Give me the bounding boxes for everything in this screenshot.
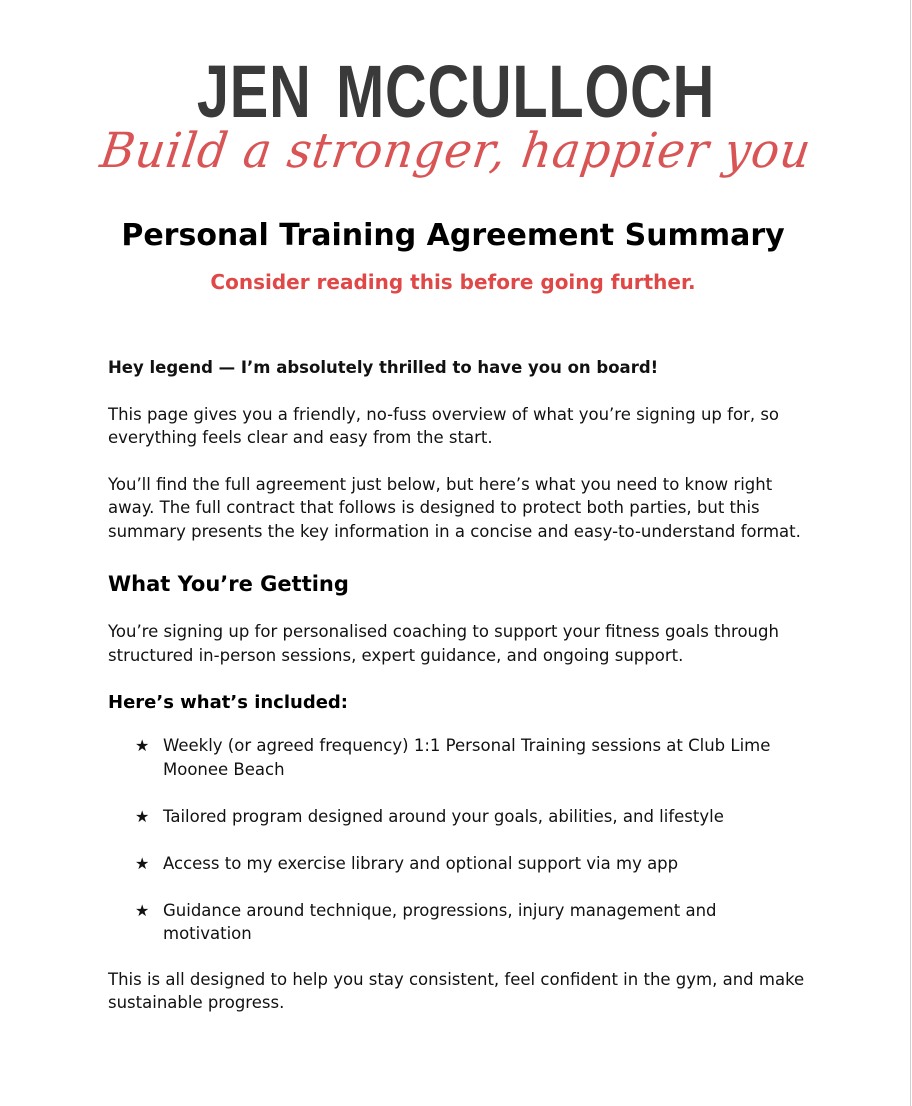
list-item: [135, 805, 808, 829]
page-subtitle: Consider reading this before going further.: [210, 270, 696, 294]
page-title: Personal Training Agreement Summary: [121, 218, 785, 253]
list-item-text: Tailored program designed around your goals, abilities, and lifestyle: [163, 806, 724, 826]
section-description: You’re signing up for personalised coaching to support your fitness goals through structured in-person sessions, expert guidance, and ongoing support.: [108, 622, 779, 665]
star-icon: ★: [135, 806, 150, 826]
list-item-text: Weekly (or agreed frequency) 1:1 Personal Training sessions at Club Lime Moonee Beach: [163, 736, 771, 779]
greeting-text: Hey legend — I’m absolutely thrilled to have you on board!: [108, 358, 659, 377]
intro-paragraph-1: This page gives you a friendly, no-fuss overview of what you’re signing up for, so everything feels clear and easy from the start.: [108, 404, 780, 447]
list-item-text: Guidance around technique, progressions, injury management and motivation: [163, 900, 717, 943]
brand-tagline: Build a stronger, happier you: [97, 121, 815, 179]
brand-name-logo: JEN MCCULLOCH: [196, 50, 716, 133]
summary-content: [108, 356, 808, 1038]
list-item-text: Access to my exercise library and optional support via my app: [163, 853, 679, 873]
intro-paragraph-2: You’ll find the full agreement just below, but here’s what you need to know right away. The full contract that follows is designed to protect both parties, but this summary presents the key information in a concise and easy-to-understand format.: [108, 474, 801, 541]
closing-paragraph: This is all designed to help you stay consistent, feel confident in the gym, and make sustainable progress.: [108, 969, 805, 1012]
page-edge-divider: [910, 0, 911, 1106]
included-heading: Here’s what’s included:: [108, 692, 349, 713]
section-heading: What You’re Getting: [108, 572, 349, 596]
star-icon: ★: [135, 900, 150, 920]
list-item: [135, 899, 808, 946]
star-icon: ★: [135, 853, 150, 873]
list-item: [135, 852, 808, 876]
list-item: [135, 734, 808, 781]
included-list: [108, 734, 808, 946]
star-icon: ★: [135, 736, 150, 755]
